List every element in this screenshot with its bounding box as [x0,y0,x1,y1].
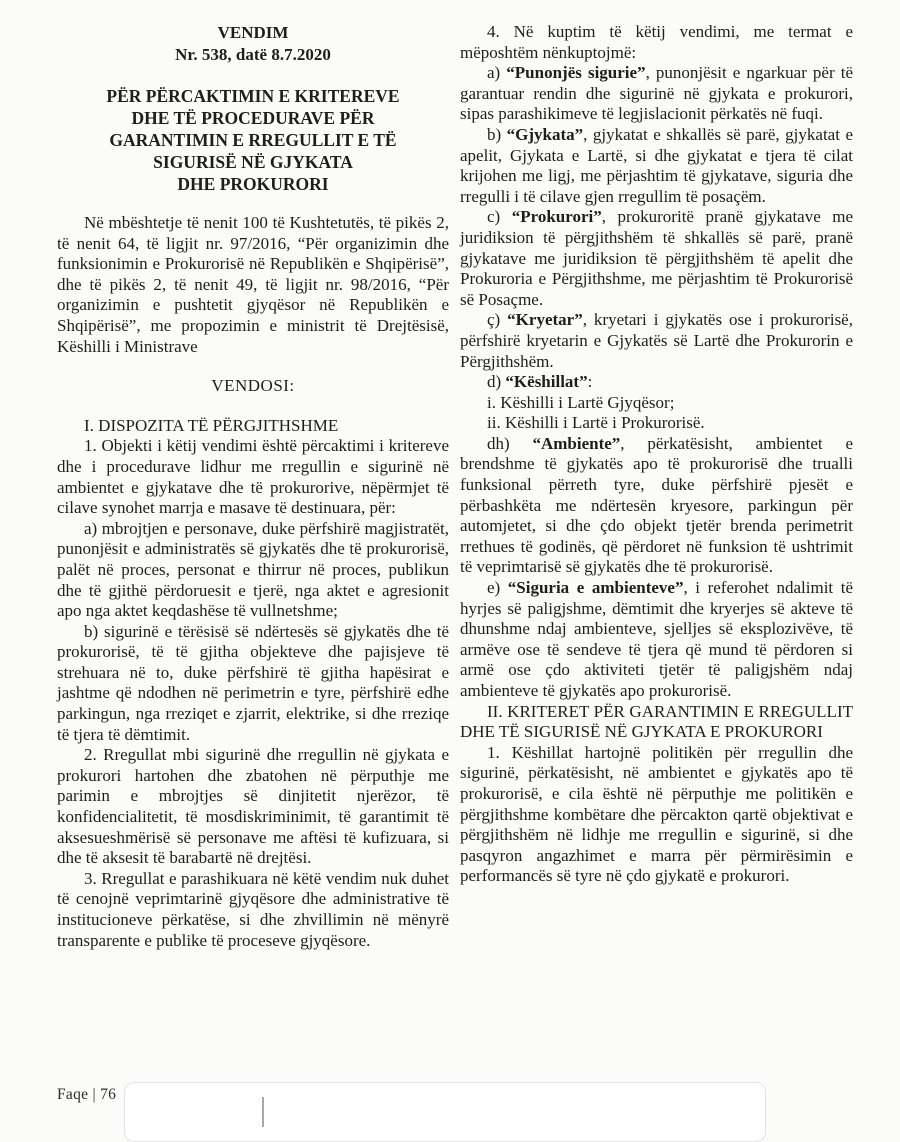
text-run: Në mbështetje të nenit 100 të Kushtetutës, të pikës 2, të nenit 64, të ligjit nr. 97/2016, “Për organizimin dhe funksionimin e Prokurorisë në Republikën e Shqipërisë”, dhe të pikës 2, të nenit 49, të ligjit nr. 98/2016, “Për organizimin e pushtetit gjyqësor në Republikën e Shqipërisë”, me propozimin e ministrit të Drejtësisë, Këshilli i Ministrave [57,213,449,356]
preamble-paragraph [57,213,449,357]
point-1b [57,622,449,746]
decision-heading-line: DHE TË PROCEDURAVE PËR [131,108,375,128]
definition-cc [460,310,853,372]
text-run: c) [487,207,512,227]
defined-term: “Punonjës sigurie” [506,63,646,83]
definition-d [460,372,853,393]
text-run: i. Këshilli i Lartë Gjyqësor; [487,392,675,412]
definition-b [460,125,853,207]
definition-c [460,207,853,310]
decision-heading-line: SIGURISË NË GJYKATA [153,152,353,172]
defined-term: “Prokurori” [511,207,602,227]
text-run: , punonjësit e ngarkuar për të garantuar rendin dhe sigurinë në gjykata e prokurori, sipas parashikimeve të legjislacionit përkatës në fuqi. [460,63,853,124]
text-run: , gjykatat e shkallës së parë, gjykatat e apelit, Gjykata e Lartë, si dhe gjykatat e tjera të cilat krijohen me ligj, me përjashtim të gjykatave, siguria dhe rregulli i të cilave gjen rregullim të posaçëm. [460,124,853,206]
defined-term: “Ambiente” [532,433,621,453]
section-2-heading [460,702,853,743]
section-1-heading [57,416,449,437]
text-run: , i referohet ndalimit të hyrjes së paligjshme, dëmtimit dhe kryerjes së akteve të dhunshme ndaj ambienteve, sjelljes së eksplozivëve, të armëve ose të sendeve të tjera që mund të përdoren si armë ose çdo aktiviteti tjetër të paligjshëm ndaj ambienteve të gjykatës apo prokurorisë. [460,578,853,700]
section-2-point-1 [460,743,853,887]
definition-e [460,578,853,702]
text-caret [262,1097,264,1127]
text-run: 1. Objekti i këtij vendimi është përcaktimi i kritereve dhe i procedurave lidhur me rregullin e sigurinë në ambientet e gjykatave dhe të prokurorive, nëpërmjet të cilave synohet marrja e masave të destinuara, për: [57,436,449,518]
text-run: dh) [487,433,533,453]
text-run: 2. Rregullat mbi sigurinë dhe rregullin në gjykata e prokurori hartohen dhe zbatohen në përputhje me parimin e mbrojtjes së dinjitetit njerëzor, të konfidencialitetit, të mosdiskriminimit, të garantimit të aksesueshmërisë së personave me aftësi të kufizuara, si dhe të aksesit të barabartë në drejtësi. [57,745,449,868]
text-run: e) [487,578,508,598]
text-run: , kryetari i gjykatës ose i prokurorisë, përfshirë kryetarin e Gjykatës së Lartë dhe Prokurorin e Përgjithshëm. [460,310,853,371]
defined-term: “Siguria e ambienteve” [507,578,684,598]
point-3 [57,869,449,951]
text-run: 1. Këshillat hartojnë politikën për rregullin dhe sigurinë, përkatësisht, në ambientet e gjykatës apo të prokurorisë, e cila është në përputhje me politikën e përgjithshme kombëtare dhe përcakton qartë objektivat e përgjithshëm në lidhje me rregullin e sigurinë, si dhe pasqyron angazhimet e marra për përmirësimin e performancës së tyre në çdo gjykatë e prokurori. [460,742,853,886]
page-footer [57,1086,116,1104]
vendosi-heading: VENDOSI: [211,376,295,396]
decision-heading-line: GARANTIMIN E RREGULLIT E TË [109,130,397,150]
text-run: , përkatësisht, ambientet e brendshme të gjykatës apo të prokurorisë dhe trualli funksional përreth tyre, duke përfshirë pjesët e përbashkëta me ndërtesën kryesore, parkingun për automjetet, si dhe çdo objekt tjetër brenda perimetrit rrethues të godinës, që përdoret në funksion të ushtrimit të veprimtarisë së gjykatës dhe të prokurorisë. [460,433,853,577]
text-run: a) [487,63,507,83]
text-run: 3. Rregullat e parashikuara në këtë vendim nuk duhet të cenojnë veprimtarinë gjyqësore dhe administrative të institucioneve përkatëse, si dhe zhvillimin në mënyrë transparente e publike të proceseve gjyqësore. [57,868,449,950]
text-run: 4. Në kuptim të këtij vendimi, me termat e mëposhtëm nënkuptojmë: [460,22,853,62]
bottom-overlay-panel[interactable] [124,1082,766,1142]
defined-term: “Këshillat” [505,372,588,392]
defined-term: “Kryetar” [507,310,583,330]
page-number-label: Faqe | 76 [57,1086,117,1103]
decision-heading-line: DHE PROKURORI [177,174,329,194]
text-run: b) sigurinë e tërësisë së ndërtesës së gjykatës dhe të prokurorisë, të të gjitha objekteve dhe pajisjeve të strehuara në to, duke përfshirë të gjitha hapësirat e jashtme që ndodhen në perimetrin e tyre, përfshirë edhe parkingun, nga rreziqet e zjarrit, elektrike, si dhe rreziqe të tjera të dëmtimit. [57,621,449,744]
text-run: b) [487,124,507,144]
definition-d-i [460,393,853,414]
text-run: a) mbrojtjen e personave, duke përfshirë magjistratët, punonjësit e administratës së gjykatës dhe të prokurorisë, palët në proces, personat e thirrur në proces, publikun dhe të gjithë përdoruesit e tjerë, nga aktet e agresionit apo nga aktet keqdashëse të vullnetshme; [57,518,449,621]
text-run: : [587,372,593,392]
point-1a [57,519,449,622]
text-run: ii. Këshilli i Lartë i Prokurorisë. [487,413,705,433]
left-column [57,22,449,951]
decision-heading [57,85,449,195]
right-column [460,22,853,887]
definition-a [460,63,853,125]
text-run: II. KRITERET PËR GARANTIMIN E RREGULLIT DHE TË SIGURISË NË GJYKATA E PROKURORI [460,701,853,742]
point-1 [57,436,449,518]
text-run: I. DISPOZITA TË PËRGJITHSHME [84,415,339,435]
decision-title [57,22,449,66]
decision-title-line: VENDIM [217,23,289,42]
point-4 [460,22,853,63]
decision-heading-line: PËR PËRCAKTIMIN E KRITEREVE [106,86,400,106]
text-run: d) [487,372,506,392]
point-2 [57,745,449,869]
definition-dh [460,434,853,578]
text-run: , prokuroritë pranë gjykatave me juridiksion të përgjithshëm të shkallës së parë, pranë gjykatave me juridiksion të përgjithshëm të apelit dhe Prokuroria e Përgjithshme, me përjashtim të Prokurorisë së Posaçme. [460,207,854,309]
defined-term: “Gjykata” [506,124,584,144]
definition-d-ii [460,413,853,434]
text-run: ç) [487,310,508,330]
decision-title-line: Nr. 538, datë 8.7.2020 [175,45,331,64]
